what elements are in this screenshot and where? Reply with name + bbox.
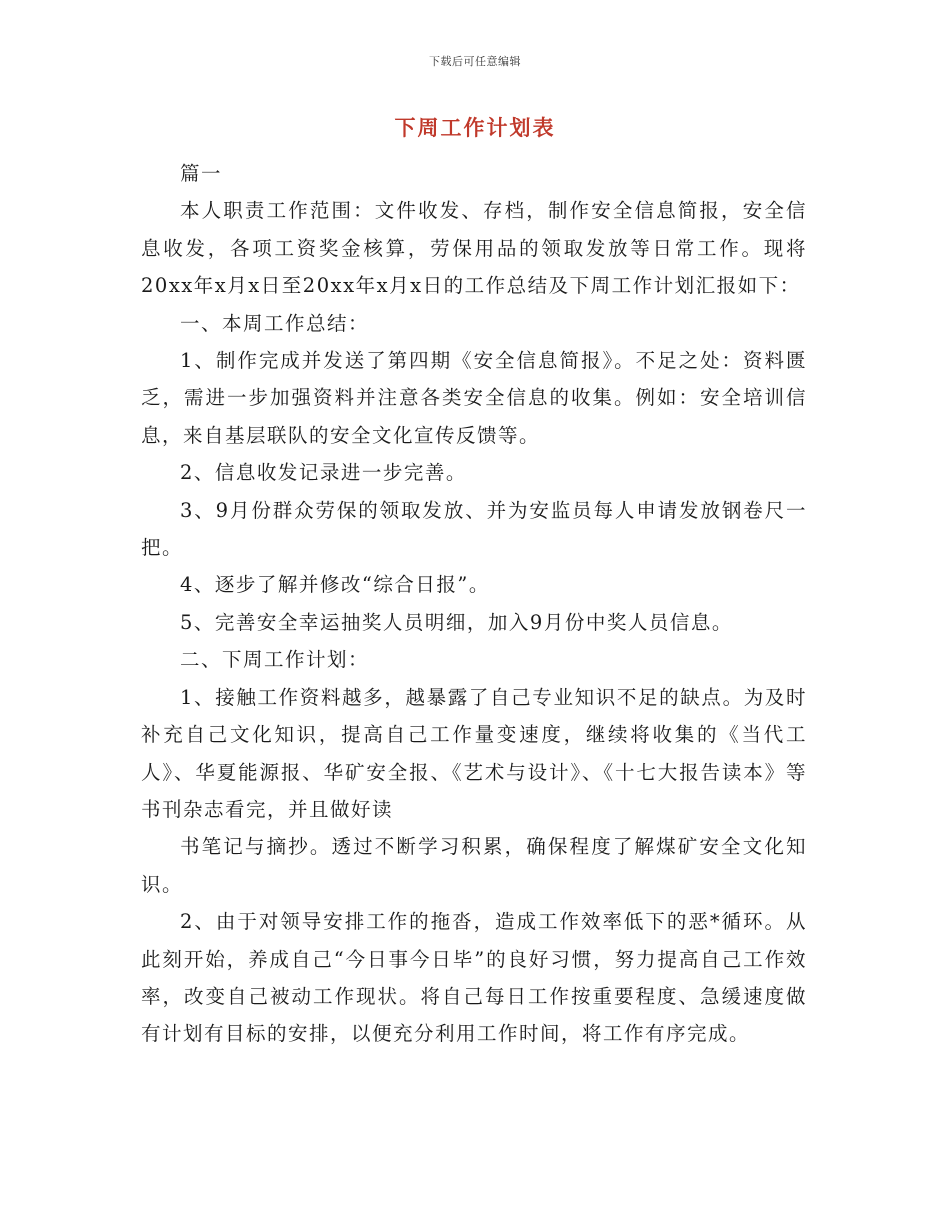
- summary-item-2: 2、信息收发记录进一步完善。: [180, 461, 467, 485]
- plan-item-1: 1、接触工作资料越多，越暴露了自己专业知识不足的缺点。为及时补充自己文化知识，提高自己工作量变速度，继续将收集的《当代工人》、华夏能源报、华矿安全报、《艺术与设计》、《十七大报告读本》等书刊杂志看完，并且做好读: [141, 685, 807, 821]
- document-body: [141, 155, 807, 1053]
- summary-item-5: 5、完善安全幸运抽奖人员明细，加入9月份中奖人员信息。: [180, 610, 733, 634]
- intro-paragraph: 本人职责工作范围：文件收发、存档，制作安全信息简报，安全信息收发，各项工资奖金核算，劳保用品的领取发放等日常工作。现将20xx年x月x日至20xx年x月x日的工作总结及下周工作计划汇报如下：: [141, 199, 807, 298]
- document-title: 下周工作计划表: [394, 116, 556, 140]
- summary-item-1: 1、制作完成并发送了第四期《安全信息简报》。不足之处：资料匮乏，需进一步加强资料并注意各类安全信息的收集。例如：安全培训信息，来自基层联队的安全文化宣传反馈等。: [141, 349, 807, 447]
- header-note: 下载后可任意编辑: [429, 55, 521, 68]
- summary-item-3: 3、9月份群众劳保的领取发放、并为安监员每人申请发放钢卷尺一把。: [141, 498, 807, 560]
- section-label: 篇一: [180, 162, 223, 185]
- section-heading-plan: 二、下周工作计划：: [180, 648, 370, 672]
- plan-item-1-continued: 书笔记与摘抄。透过不断学习积累，确保程度了解煤矿安全文化知识。: [141, 835, 807, 896]
- summary-item-4: 4、逐步了解并修改“综合日报”。: [180, 573, 490, 597]
- section-heading-summary: 一、本周工作总结：: [180, 311, 370, 335]
- plan-item-2: 2、由于对领导安排工作的拖沓，造成工作效率低下的恶*循环。从此刻开始，养成自己“今日事今日毕”的良好习惯，努力提高自己工作效率，改变自己被动工作现状。将自己每日工作按重要程度、急缓速度做有计划有目标的安排，以便充分利用工作时间，将工作有序完成。: [141, 910, 807, 1046]
